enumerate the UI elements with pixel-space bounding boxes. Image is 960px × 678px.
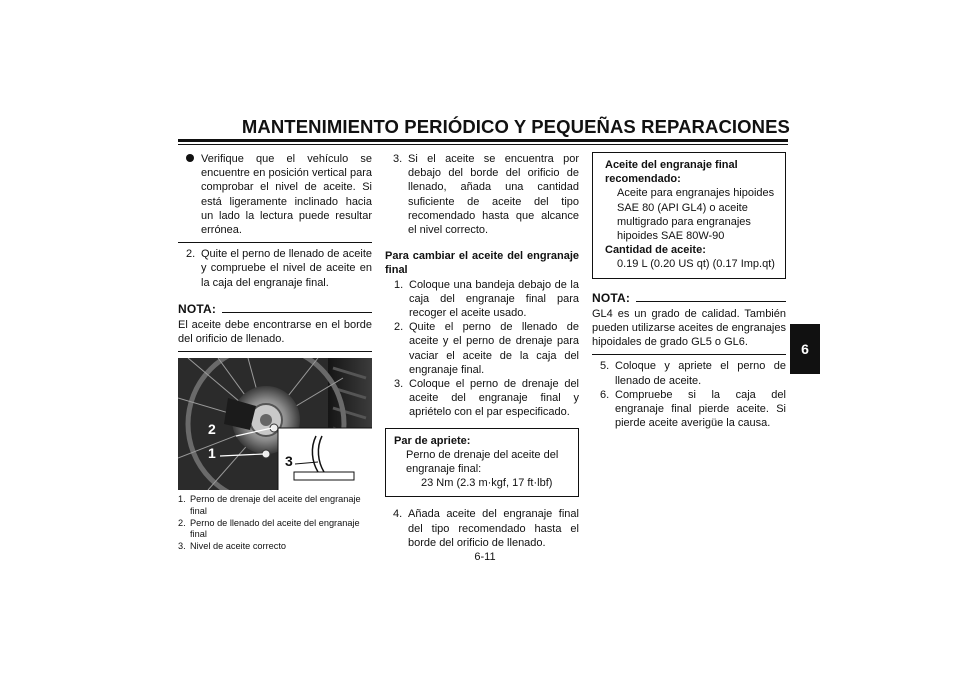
caption-text: Perno de drenaje del aceite del engranaje final — [190, 494, 361, 516]
nota-rule — [636, 301, 786, 302]
step-number: 5. — [600, 360, 610, 373]
title-rule-thin — [178, 144, 788, 145]
caption-item — [178, 541, 372, 552]
step-item — [178, 247, 372, 290]
nota-label: NOTA: — [178, 301, 217, 316]
torque-item: Perno de drenaje del aceite del engranaje final: — [406, 448, 559, 476]
torque-title: Par de apriete: — [394, 434, 471, 447]
section-title: Para cambiar el aceite del engranaje final — [385, 250, 579, 277]
divider — [178, 242, 372, 243]
nota-rule — [222, 312, 372, 313]
step-number: 3. — [393, 153, 403, 165]
nota-header — [178, 302, 372, 316]
callout-3: 3 — [285, 453, 293, 470]
gearcase-figure — [178, 358, 372, 490]
bullet-item — [178, 152, 372, 237]
step-text: Coloque una bandeja debajo de la caja del engranaje final para recoger el aceite usado. — [409, 278, 579, 320]
step-number: 1. — [394, 278, 404, 291]
divider — [592, 354, 786, 355]
page-number: 6-11 — [474, 551, 496, 563]
oil-qty-title: Cantidad de aceite: — [605, 244, 706, 257]
column-right — [592, 152, 786, 430]
bullet-dot-icon — [186, 154, 194, 162]
oil-qty-value: 0.19 L (0.20 US qt) (0.17 Imp.qt) — [617, 258, 775, 271]
nota-text: El aceite debe encontrarse en el borde del orificio de llenado. — [178, 319, 372, 346]
caption-number: 3. — [178, 541, 186, 552]
step-text: Compruebe si la caja del engranaje final pierde aceite. Si pierde aceite averigüe la causa. — [615, 388, 786, 430]
step-number: 3. — [394, 378, 404, 391]
step-text: Si el aceite se encuentra por debajo del borde del orificio de llenado, añada una cantidad suficiente de aceite del tipo recomendado hasta que alcance el nivel correcto. — [408, 153, 579, 237]
caption-item — [178, 494, 372, 516]
callout-2: 2 — [208, 421, 216, 438]
step-item — [385, 152, 579, 237]
step-number: 2. — [394, 321, 404, 334]
step-number: 4. — [393, 508, 403, 521]
oil-spec-box — [592, 152, 786, 279]
caption-number: 2. — [178, 517, 186, 528]
step-item — [385, 507, 579, 550]
caption-text: Perno de llenado del aceite del engranaje final — [190, 517, 360, 540]
callout-1: 1 — [208, 445, 216, 462]
step-text: Coloque y apriete el perno de llenado de aceite. — [615, 360, 786, 387]
torque-value: 23 Nm (2.3 m·kgf, 17 ft·lbf) — [421, 477, 553, 490]
nota-header — [592, 291, 786, 305]
oil-spec-title: Aceite del engranaje final recomendado: — [605, 159, 738, 186]
step-text: Añada aceite del engranaje final del tipo recomendado hasta el borde del orificio de llenado. — [408, 508, 579, 549]
torque-spec-box — [385, 428, 579, 498]
column-left — [178, 152, 372, 553]
column-middle — [385, 152, 579, 550]
oil-spec-text: Aceite para engranajes hipoides SAE 80 (API GL4) o aceite multigrado para engranajes hipoides SAE 80W-90 — [617, 187, 775, 243]
bullet-text: Verifique que el vehículo se encuentre en posición vertical para comprobar el nivel de aceite. Si está ligeramente inclinado hacia un lado la lectura puede resultar errónea. — [201, 153, 372, 237]
step-item — [592, 359, 786, 387]
title-rule — [178, 139, 788, 142]
step-text: Quite el perno de llenado de aceite y compruebe el nivel de aceite en la caja del engranaje final. — [201, 248, 372, 289]
caption-number: 1. — [178, 494, 186, 505]
step-item — [592, 388, 786, 431]
nota-text: GL4 es un grado de calidad. También pueden utilizarse aceites de engranajes hipoidales de grado GL5 o GL6. — [592, 307, 786, 349]
divider — [178, 351, 372, 352]
page-title: MANTENIMIENTO PERIÓDICO Y PEQUEÑAS REPARACIONES — [241, 116, 790, 137]
step-text: Quite el perno de llenado de aceite y el perno de drenaje para vaciar el aceite de la caja del engranaje final. — [409, 321, 579, 376]
step-item — [385, 320, 579, 377]
step-text: Coloque el perno de drenaje del aceite del engranaje final y apriételo con el par especificado. — [409, 378, 579, 419]
caption-text: Nivel de aceite correcto — [190, 541, 287, 552]
nota-label: NOTA: — [592, 290, 631, 305]
chapter-tab[interactable]: 6 — [790, 324, 820, 374]
step-item — [385, 377, 579, 420]
step-item — [385, 278, 579, 321]
figure-caption — [178, 494, 372, 552]
caption-item — [178, 518, 372, 540]
step-number: 6. — [600, 388, 610, 401]
step-number: 2. — [186, 248, 196, 261]
